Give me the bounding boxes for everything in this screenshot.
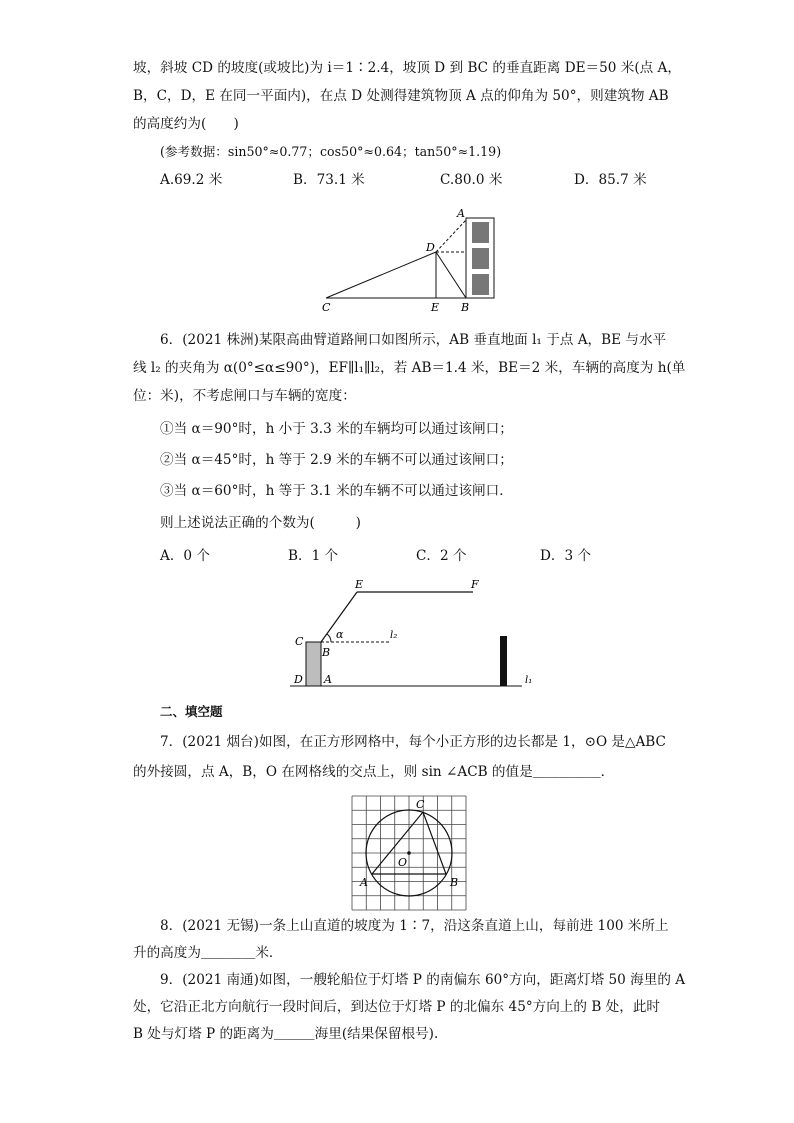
q5-option-c: C.80.0 米 (440, 172, 503, 188)
label-a: A (457, 207, 465, 220)
sight-line-da (436, 220, 466, 252)
label-b: B (322, 646, 331, 659)
building-window-2 (472, 248, 489, 269)
q6-statement-1: ①当 α＝90°时，h 小于 3.3 米的车辆均可以通过该闸口； (160, 421, 513, 437)
building-window-1 (472, 222, 489, 243)
label-c: C (295, 635, 304, 648)
q6-figure (288, 572, 540, 692)
q7-line-2: 的外接圆，点 A，B，O 在网格线的交点上，则 sin ∠ACB 的值是＿＿＿＿＿． (133, 764, 615, 780)
q5-option-b: B．73.1 米 (293, 172, 365, 188)
label-o: O (398, 856, 408, 869)
segment-db (436, 252, 466, 298)
section-title-fill-in: 二、填空题 (160, 704, 223, 719)
q5-option-a: A.69.2 米 (160, 172, 223, 188)
q5-reference-data: (参考数据：sin50°≈0.77；cos50°≈0.64；tan50°≈1.19) (160, 144, 502, 159)
q5-option-d: D．85.7 米 (574, 172, 647, 188)
q6-option-a: A．0 个 (160, 548, 210, 564)
q6-statement-2: ②当 α＝45°时，h 等于 2.9 米的车辆不可以通过该闸口； (160, 452, 513, 468)
label-a: A (360, 876, 368, 889)
q9-line-3: B 处与灯塔 P 的距离为＿＿＿海里(结果保留根号). (133, 1026, 439, 1042)
q7-figure (349, 793, 470, 913)
q6-line-1: 6．(2021 株洲)某限高曲臂道路闸口如图所示，AB 垂直地面 l₁ 于点 A，BE 与水平 (160, 332, 667, 348)
q6-question: 则上述说法正确的个数为( ) (160, 515, 361, 531)
label-c: C (416, 798, 425, 811)
q6-option-b: B．1 个 (288, 548, 339, 564)
angle-alpha-arc (327, 634, 331, 642)
q6-statement-3: ③当 α＝60°时，h 等于 3.1 米的车辆不可以通过该闸口． (160, 483, 513, 499)
label-d: D (426, 241, 435, 254)
label-l1: l₁ (525, 675, 533, 686)
label-f: F (471, 578, 479, 591)
slope-cd (326, 252, 436, 298)
building-window-3 (472, 274, 489, 295)
label-c: C (322, 301, 331, 314)
label-a: A (324, 673, 332, 686)
vehicle-pole (500, 636, 507, 686)
q5-figure (318, 204, 504, 316)
label-alpha: α (336, 628, 344, 641)
q8-line-2: 升的高度为＿＿＿＿米． (133, 945, 283, 961)
q5-line-1: 坡，斜坡 CD 的坡度(或坡比)为 i＝1∶2.4，坡顶 D 到 BC 的垂直距离 DE＝50 米(点 A， (133, 60, 681, 76)
q5-line-3: 的高度约为( ) (133, 116, 239, 132)
q9-line-2: 处，它沿正北方向航行一段时间后，到达位于灯塔 P 的北偏东 45°方向上的 B 处，此时 (133, 999, 661, 1015)
q6-option-d: D．3 个 (540, 548, 592, 564)
label-d: D (294, 673, 303, 686)
label-e: E (355, 578, 364, 591)
q6-option-c: C．2 个 (416, 548, 467, 564)
q5-line-2: B，C，D，E 在同一平面内)，在点 D 处测得建筑物顶 A 点的仰角为 50°，则建筑物 AB (133, 88, 669, 104)
post-cd (306, 642, 321, 686)
label-l2: l₂ (390, 630, 398, 641)
q7-line-1: 7．(2021 烟台)如图，在正方形网格中，每个小正方形的边长都是 1，⊙O 是△ABC (160, 734, 666, 750)
label-b: B (461, 301, 470, 314)
center-point-o (407, 851, 411, 855)
label-b: B (450, 876, 459, 889)
q6-line-3: 位：米)，不考虑闸口与车辆的宽度： (133, 388, 356, 404)
q8-line-1: 8．(2021 无锡)一条上山直道的坡度为 1∶7，沿这条直道上山，每前进 100 米所上 (160, 918, 669, 934)
q9-line-1: 9．(2021 南通)如图，一艘轮船位于灯塔 P 的南偏东 60°方向，距离灯塔 50 海里的 A (160, 972, 686, 988)
q6-line-2: 线 l₂ 的夹角为 α(0°≤α≤90°)，EF∥l₁∥l₂，若 AB＝1.4 米，BE＝2 米，车辆的高度为 h(单 (133, 360, 686, 376)
label-e: E (431, 301, 440, 314)
